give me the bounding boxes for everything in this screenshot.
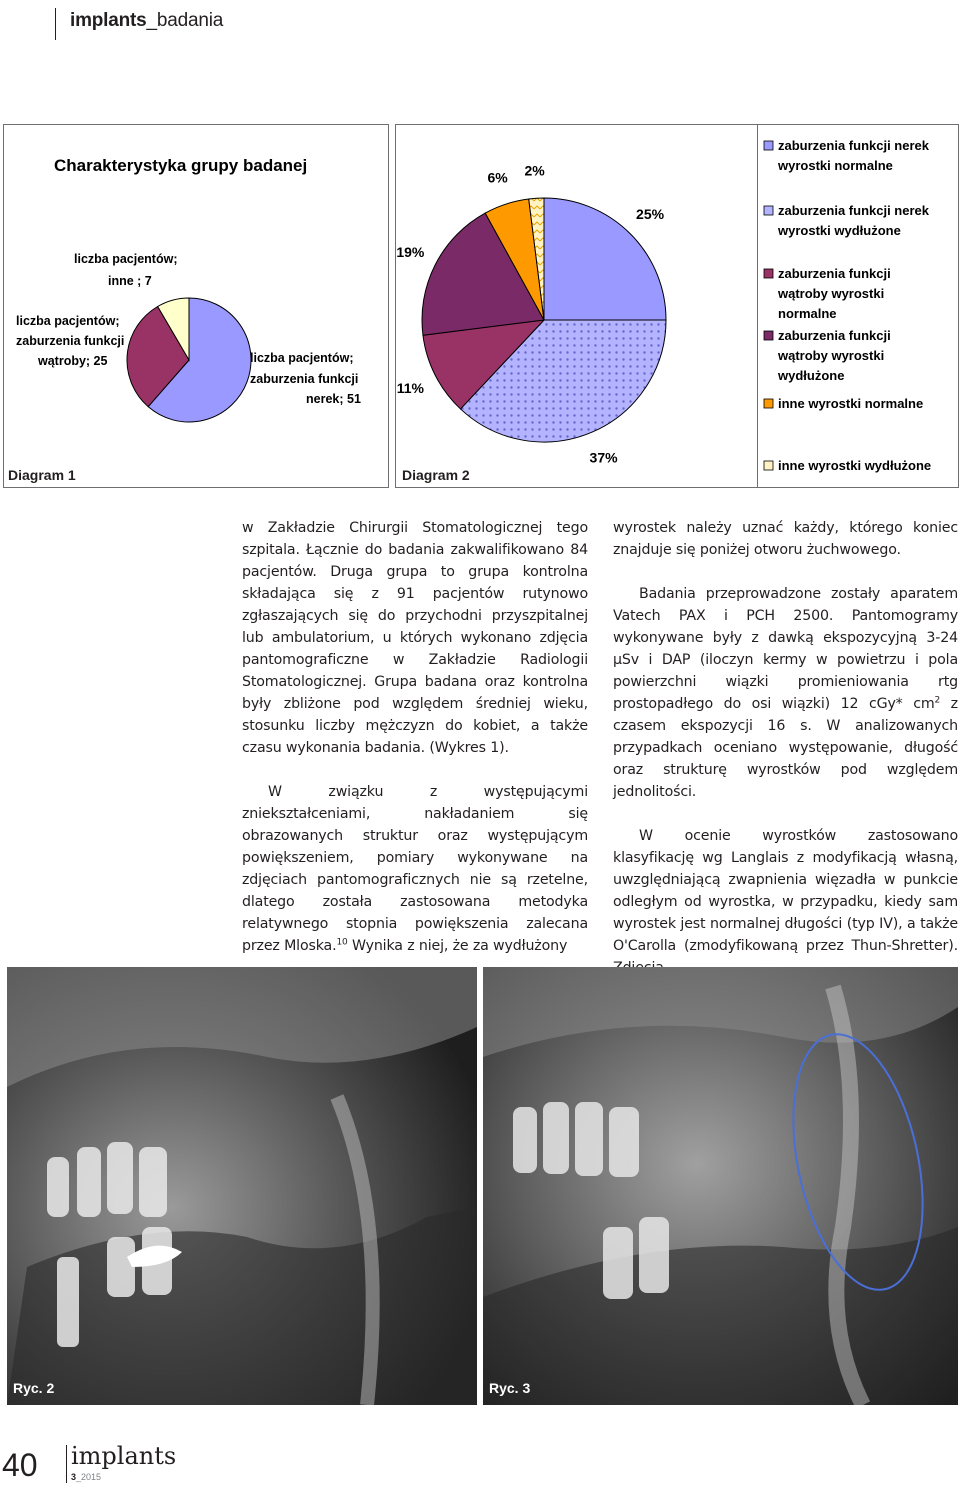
reference-10: 10 [336,937,348,948]
diagram-1 [3,124,389,488]
page-number: 40 [2,1447,38,1483]
legend-text-1-0: zaburzenia funkcji nerek [778,203,929,218]
xray-image-2 [7,967,477,1405]
label-watroby-3: wątroby; 25 [38,354,108,368]
magazine-name: implants [70,10,147,31]
label-nerek-3: nerek; 51 [306,392,361,406]
diagram-1-svg [4,125,390,489]
pie2-label-4: 6% [487,169,508,186]
legend-swatch-5 [764,461,773,470]
legend-text-3-1: wątroby wyrostki [778,348,885,363]
footer-rule [66,1445,67,1483]
legend-text-2-1: wątroby wyrostki [778,286,885,301]
legend-swatch-1 [764,206,773,215]
legend-text-3-0: zaburzenia funkcji [778,328,891,343]
section-name: _badania [146,10,224,31]
xray-photo-ryc-2 [7,967,477,1405]
label-nerek-2: zaburzenia funkcji [250,372,359,386]
pie2-label-5: 2% [524,162,545,179]
diagram-2-label: Diagram 2 [402,467,470,483]
footer-brand: implants [71,1442,177,1470]
pie2-label-3: 19% [396,243,425,260]
diagram-1-pie [127,298,251,422]
legend-text-1-1: wyrostki wydłużone [778,223,901,238]
col1-paragraph-2: W związku z występującymi zniekształceniami, nakładaniem się obrazowanych struktur oraz występującym powiększeniem, pomiary wykonywane na zdjęciach pantomograficznych nie są rzetelne, dlatego została zastosowana metodyka relatywnego stopnia powiększenia zalecana przez Mloska.$^{10}$ Wynika z niej, że za wydłużony [242,784,588,954]
label-nerek-1: liczba pacjentów; [250,351,354,365]
col2-paragraph-2: Badania przeprowadzone zostały aparatem Vatech PAX i PCH 2500. Pantomogramy wykonywane były z dawką ekspozycyjną 3-24 µSv i DAP (iloczyn kermy w powietrzu i pola powierzchni wiązki promieniowania rtg prostopadłego do osi wiązki) 12 cGy* $cm^2$ z czasem ekspozycji 16 s. W analizowanych przypadkach oceniano występowanie, długość oraz strukturę wyrostków pod względem jednolitości. [613,586,958,800]
legend-swatch-4 [764,399,773,408]
legend-text-0-0: zaburzenia funkcji nerek [778,138,929,153]
pie2-label-0: 25% [636,205,665,222]
diagram-2-pie [422,198,666,442]
section-header [70,10,223,32]
legend-swatch-2 [764,269,773,278]
diagram-1-label: Diagram 1 [8,467,76,483]
diagram-2 [395,124,759,488]
legend-text-4-0: inne wyrostki normalne [778,396,924,411]
label-inne-1: liczba pacjentów; [74,252,178,266]
legend-text-5-0: inne wyrostki wydłużone [778,458,932,473]
xray-image-3 [483,967,958,1405]
diagram-1-title: Charakterystyka grupy badanej [54,156,308,175]
col2-paragraph-1: wyrostek należy uznać każdy, którego koniec znajduje się poniżej otworu żuchwowego. [613,520,958,558]
legend-text-3-2: wydłużone [778,368,845,383]
header-rule [55,8,56,40]
legend-text-2-2: normalne [778,306,837,321]
legend-swatch-0 [764,141,773,150]
label-watroby-2: zaburzenia funkcji [16,334,125,348]
pie2-label-1: 37% [589,449,618,466]
pie2-label-2: 11% [396,380,424,397]
xray-photo-ryc-3 [483,967,958,1405]
legend-text-0-1: wyrostki normalne [778,158,893,173]
text-column-1 [242,517,588,979]
ryc-2-label: Ryc. 2 [13,1380,55,1396]
diagram-2-legend [757,124,959,488]
legend-text-2-0: zaburzenia funkcji [778,266,891,281]
legend-svg [758,125,960,489]
label-inne-2: inne ; 7 [108,274,152,288]
ryc-3-label: Ryc. 3 [489,1380,531,1396]
footer-issue: 3_2015 [71,1472,102,1482]
text-column-2 [613,517,958,1001]
legend-swatch-3 [764,331,773,340]
col1-paragraph-1: w Zakładzie Chirurgii Stomatologicznej tego szpitala. Łącznie do badania zakwalifikowano 84 pacjentów. Druga grupa to grupa kontrolna składająca się z 91 pacjentów rutynowo zgłaszających się do przychodni przyszpitalnej lub ambulatorium, u których wykonano zdjęcia pantomograficzne w Zakładzie Radiologii Stomatologicznej. Grupa badana oraz kontrolna były zbliżone pod względem średniej wieku, stosunku liczby mężczyzn do kobiet, a także czasu wykonania badania. (Wykres 1). [242,520,588,756]
diagram-2-svg [396,125,760,489]
label-watroby-1: liczba pacjentów; [16,314,120,328]
col2-paragraph-3: W ocenie wyrostków zastosowano klasyfikację wg Langlais z modyfikacją własną, uwzględniającą zwapnienia więzadła w punkcie odległym od wyrostka, w przypadku, kiedy sam wyrostek jest normalnej długości (typ IV), a także O'Carolla (zmodyfikowaną przez Thun-Shretter). [613,828,958,954]
